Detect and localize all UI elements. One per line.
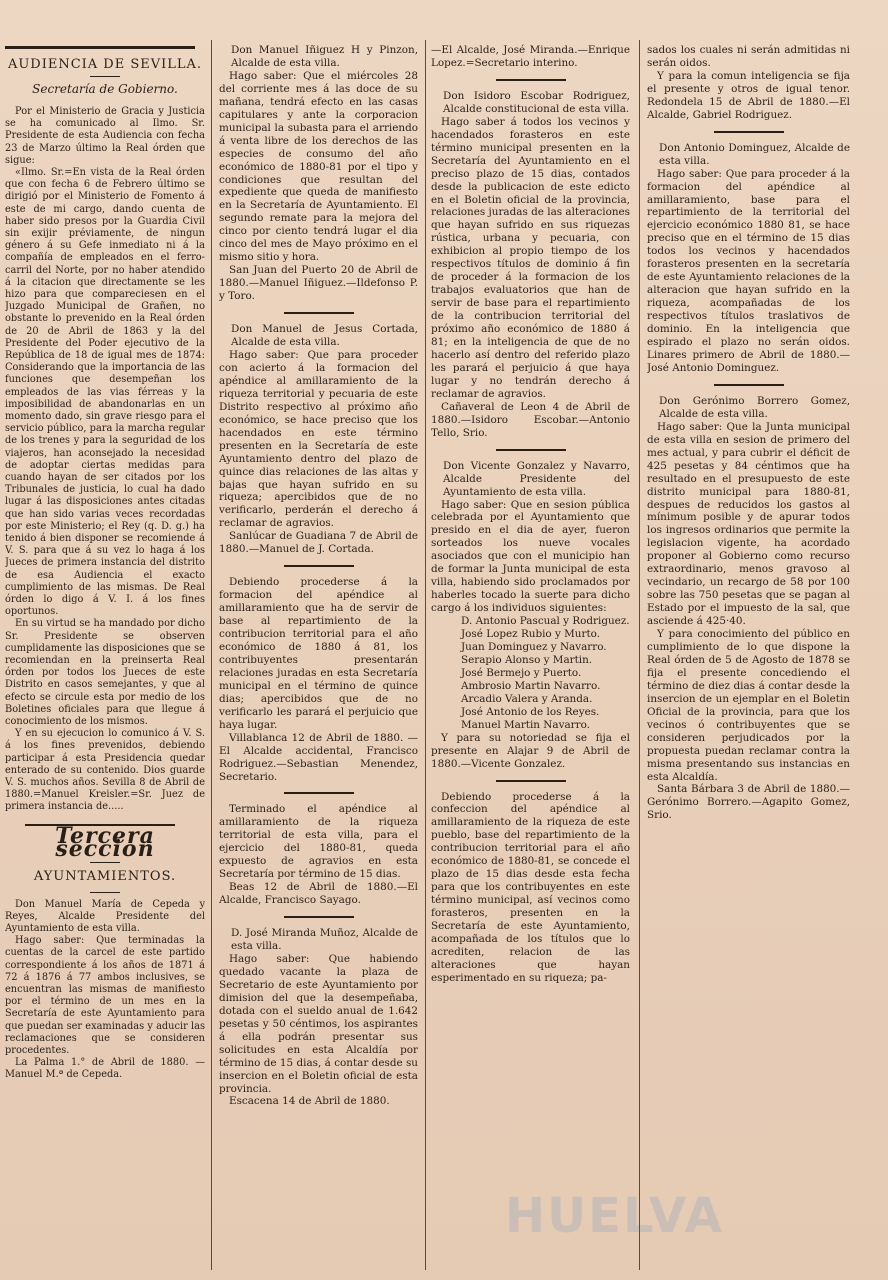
paragraph: Hago saber: Que en sesion pública celebrada por el Ayuntamiento que presido en el dia de ayer, fueron sorteados los nueve vocales asociados que con el municipio han de formar la Junta municipal de esta villa, habiendo sido proclamados por haberles tocado la suerte para dicho cargo á los individuos siguientes: — [431, 498, 630, 615]
paragraph: Hago saber: Que habiendo quedado vacante la plaza de Secretario de este Ayuntamiento por dimision del que la desempeñaba, dotada con el sueldo anual de 1.642 pesetas y 50 céntimos, los aspirantes á ella podrán presentar sus solicitudes en esta Alcaldía por término de 15 dias, á contar desde su insercion en el Boletin oficial de esta provincia. — [219, 953, 418, 1095]
separator — [284, 312, 354, 314]
signature: Y para su notoriedad se fija el presente en Alajar 9 de Abril de 1880.—Vicente Gonzalez. — [431, 731, 630, 770]
signature: San Juan del Puerto 20 de Abril de 1880.—Manuel Iñiguez.—Ildefonso P. y Toro. — [219, 264, 418, 303]
notice-header: D. José Miranda Muñoz, Alcalde de esta villa. — [231, 927, 418, 953]
paragraph: Hago saber: Que la Junta municipal de esta villa en sesion de primero del mes actual, y para cubrir el déficit de 425 pesetas y 84 céntimos que ha resultado en el presupuesto de este distrito municipal para 1880-81, despues de reducidos los gastos al mínimum posible y de apurar todos los ingresos ordinarios que permite la legislacion vigente, ha acordado proponer al Gobierno como recurso extraordinario, menos gravoso al vecindario, un recargo de 58 por 100 sobre las 750 pesetas que se pagan al Estado por el impuesto de la sal, que asciende á 425·40. — [647, 420, 850, 628]
column-1 — [5, 44, 205, 1272]
signature: Cañaveral de Leon 4 de Abril de 1880.—Isidoro Escobar.—Antonio Tello, Srio. — [431, 400, 630, 439]
notice-header: Don Manuel María de Cepeda y Reyes, Alcalde Presidente del Ayuntamiento de esta villa. — [5, 898, 205, 934]
signature: Villablanca 12 de Abril de 1880. —El Alcalde accidental, Francisco Rodriguez.—Sebastian Menendez, Secretario. — [219, 731, 418, 783]
tercera-seccion-heading: Tercera seccion — [55, 822, 155, 862]
signature: Escacena 14 de Abril de 1880. — [229, 1095, 390, 1108]
column-3 — [431, 44, 630, 1272]
notice-header: Don Manuel de Jesus Cortada, Alcalde de esta villa. — [231, 323, 418, 349]
notice-header: Don Manuel Iñiguez H y Pinzon, Alcalde de esta villa. — [231, 44, 418, 69]
separator — [496, 449, 566, 451]
paragraph: Debiendo procederse á la formacion del apéndice al amillaramiento que ha de servir de base al repartimiento de la contribucion territorial para el año económico de 1880 á 81, los contribuyentes presentarán relaciones juradas en esta Secretaría municipal en el término de quince dias; apercibidos que de no verificarlo les parará el perjuicio que haya lugar. — [219, 576, 418, 731]
notice-header: Don Gerónimo Borrero Gomez, Alcalde de esta villa. — [659, 394, 850, 420]
audiencia-heading: AUDIENCIA DE SEVILLA. — [7, 57, 203, 72]
list-item: José Lopez Rubio y Murto. — [461, 628, 601, 641]
list-item: Serapio Alonso y Martin. — [461, 653, 593, 666]
separator — [714, 384, 784, 386]
column-divider — [211, 40, 212, 1270]
secretaria-heading: Secretaría de Gobierno. — [32, 81, 178, 96]
list-item: José Bermejo y Puerto. — [461, 666, 582, 679]
paragraph: Y para conocimiento del público en cumplimiento de lo que dispone la Real órden de 5 de Agosto de 1878 se fija el presente concediendo el término de diez dias á contar desde la insercion de un ejemplar en el Boletin Oficial de la provincia, para que los vecinos ó contribuyentes que se consideren perjudicados por la propuesta puedan reclamar contra la misma presentando sus instancias en esta Alcaldía. — [647, 628, 850, 783]
separator — [284, 565, 354, 567]
separator — [90, 862, 120, 863]
list-item: D. Antonio Pascual y Rodriguez. — [461, 615, 630, 628]
paragraph: Y en su ejecucion lo comunico á V. S. á los fines prevenidos, debiendo participar á esta Presidencia quedar enterado de su contenido. Dios guarde V. S. muchos años. Sevilla 8 de Abril de 1880.=Manuel Kreisler.=Sr. Juez de primera instancia de..... — [5, 728, 205, 813]
ayuntamientos-heading: AYUNTAMIENTOS. — [33, 868, 177, 884]
paragraph: Hago saber: Que terminadas la cuentas de la carcel de este partido correspondiente á los años de 1871 á 72 á 1876 á 77 ambos inclusives, se encuentran las mismas de manifiesto por el término de un mes en la Secretaría de este Ayuntamiento para que puedan ser examinadas y aducir las reclamaciones que se consideren procedentes. — [5, 935, 205, 1056]
signature: —El Alcalde, José Miranda.—Enrique Lopez.=Secretario interino. — [431, 44, 630, 69]
signature: Santa Bárbara 3 de Abril de 1880.—Gerónimo Borrero.—Agapito Gomez, Srio. — [647, 783, 850, 822]
separator — [284, 792, 354, 794]
separator — [496, 79, 566, 81]
list-item: Arcadio Valera y Aranda. — [461, 692, 593, 705]
signature: La Palma 1.° de Abril de 1880. —Manuel M.ª de Cepeda. — [5, 1057, 205, 1081]
list-item: José Antonio de los Reyes. — [461, 705, 600, 718]
list-item: Ambrosio Martin Navarro. — [461, 679, 601, 692]
paragraph: «Ilmo. Sr.=En vista de la Real órden que con fecha 6 de Febrero último se dirigió por el Ministerio de Fomento á este de mi cargo, dando cuenta de haber sido presos por la Guardia Civil sin exijir préviamente, de ningun género á su Gefe inmediato ni á la compañía de empleados en el ferro-carril del Norte, por no haber atendido á la citacion que directamente se les hizo para que compareciesen en el Juzgado Municipal de Grañen, no obstante lo prevenido en la Real órden de 20 de Abril de 1863 y la del Presidente del Poder ejecutivo de la República de 18 de igual mes de 1874: Considerando que la importancia de las funciones que desempeñan los empleados de las vias férreas y la imposibilidad de abandonarlas en un momento dado, sin grave riesgo para el servicio público, para la marcha regular de los trenes y para la seguridad de los viajeros, han aconsejado la necesidad de adoptar ciertas medidas para cuando hayan de ser citados por los Tribunales de justicia, lo cual ha dado lugar á las disposiciones antes citadas que han sido varias veces recordadas por este Ministerio; el Rey (q. D. g.) ha tenido á bien disponer se recomiende á V. S. para que á su vez lo haga á los Jueces de primera instancia del distrito de esa Audiencia el exacto cumplimiento de las mismas. De Real órden lo digo á V. I. á los fines oportunos. — [5, 166, 205, 618]
notice-header: Don Isidoro Escobar Rodriguez, Alcalde constitucional de esta villa. — [443, 89, 630, 115]
paragraph: Debiendo procederse á la confeccion del apéndice al amillaramiento de la riqueza de este pueblo, base del repartimiento de la contribucion territorial para el año económico de 1880-81, se concede el plazo de 15 dias desde esta fecha para que los contribuyentes en este término municipal, así vecinos como forasteros, presenten en la Secretaría de este Ayuntamiento, acompañada de los títulos que lo acrediten, relacion de las alteraciones que hayan esperimentado en su riqueza; pa- — [431, 790, 630, 984]
separator — [284, 916, 354, 918]
separator — [90, 76, 120, 77]
paragraph: Hago saber: Que el miércoles 28 del corriente mes á las doce de su mañana, tendrá efecto en las casas capitulares y ante la corporacion municipal la subasta para el arriendo á venta libre de los derechos de las especies de consumo del año económico de 1880-81 por el tipo y condiciones que resultan del expediente que queda de manifiesto en la Secretaría de Ayuntamiento. El segundo remate para la mejora del cinco por ciento tendrá lugar el dia cinco del mes de Mayo próximo en el mismo sitio y hora. — [219, 69, 418, 264]
signature: Sanlúcar de Guadiana 7 de Abril de 1880.—Manuel de J. Cortada. — [219, 530, 418, 556]
column-4 — [647, 44, 850, 1272]
column-2 — [219, 44, 418, 1272]
notice-header: Don Vicente Gonzalez y Navarro, Alcalde Presidente del Ayuntamiento de esta villa. — [443, 459, 630, 498]
separator — [496, 780, 566, 782]
notice-header: Don Antonio Dominguez, Alcalde de esta villa. — [659, 141, 850, 167]
paragraph: Hago saber: Que para proceder con acierto á la formacion del apéndice al amillaramiento de la riqueza territorial y pecuaria de este Distrito respectivo al próximo año económico, se hace preciso que los hacendados en este término presenten en la Secretaría de este Ayuntamiento dentro del plazo de quince dias relaciones de las altas y bajas que hayan sufrido en su riqueza; apercibidos que de no verificarlo, perderán el derecho á reclamar de agravios. — [219, 348, 418, 530]
list-item: Manuel Martin Navarro. — [461, 718, 590, 731]
list-item: Juan Dominguez y Navarro. — [461, 640, 607, 653]
paragraph: Por el Ministerio de Gracia y Justicia se ha comunicado al Ilmo. Sr. Presidente de esta Audiencia con fecha 23 de Marzo último la Real órden que sigue: — [5, 105, 205, 166]
signature: Beas 12 de Abril de 1880.—El Alcalde, Francisco Sayago. — [219, 881, 418, 907]
paragraph: sados los cuales ni serán admitidas ni serán oidos. — [647, 44, 850, 69]
paragraph: Y para la comun inteligencia se fija el presente y otros de igual tenor. Redondela 15 de Abril de 1880.—El Alcalde, Gabriel Rodriguez. — [647, 69, 850, 121]
paragraph: Hago saber: Que para proceder á la formacion del apéndice al amillaramiento, base para el repartimiento de la territorial del ejercicio económico 1880 81, se hace preciso que en el término de 15 dias todos los vecinos y hacendados forasteros presenten en la secretaría de este Ayuntamiento relaciones de la alteracion que hayan sufrido en la riqueza, acompañadas de los respectivos títulos traslativos de dominio. En la inteligencia que espirado el plazo no serán oidos. Linares primero de Abril de 1880.—José Antonio Dominguez. — [647, 167, 850, 374]
separator — [90, 892, 120, 893]
column-divider — [425, 40, 426, 1270]
separator — [714, 131, 784, 133]
paragraph: Terminado el apéndice al amillaramiento de la riqueza territorial de esta villa, para el ejercicio del 1880-81, queda expuesto de agravios en esta Secretaría por término de 15 dias. — [219, 803, 418, 881]
paragraph: Hago saber á todos los vecinos y hacendados forasteros en este término municipal presenten en la Secretaría del Ayuntamiento en el preciso plazo de 15 dias, contados desde la publicacion de este edicto en el Boletin oficial de la provincia, relaciones juradas de las alteraciones que hayan sufrido en sus riquezas rústica, urbana y pecuaria, con exhibicion al propio tiempo de los respectivos títulos de dominio á fin de proceder á la formacion de los trabajos evaluatorios que han de servir de base para el repartimiento de la contribucion territorial del próximo año económico de 1880 á 81; en la inteligencia de que de no hacerlo así dentro del referido plazo les parará el perjuicio á que haya lugar y no tendrán derecho á reclamar de agravios. — [431, 115, 630, 400]
column-divider — [639, 40, 640, 1270]
paragraph: En su virtud se ha mandado por dicho Sr. Presidente se observen cumplidamente las disposiciones que se recomiendan en la preinserta Real órden por todos los Jueces de este Distrito en casos semejantes, y que al efecto se circule esta por medio de los Boletines oficiales para que llegue á conocimiento de los mismos. — [5, 618, 205, 728]
top-rule — [5, 46, 195, 49]
watermark-logo: HUELVA — [505, 1188, 724, 1244]
